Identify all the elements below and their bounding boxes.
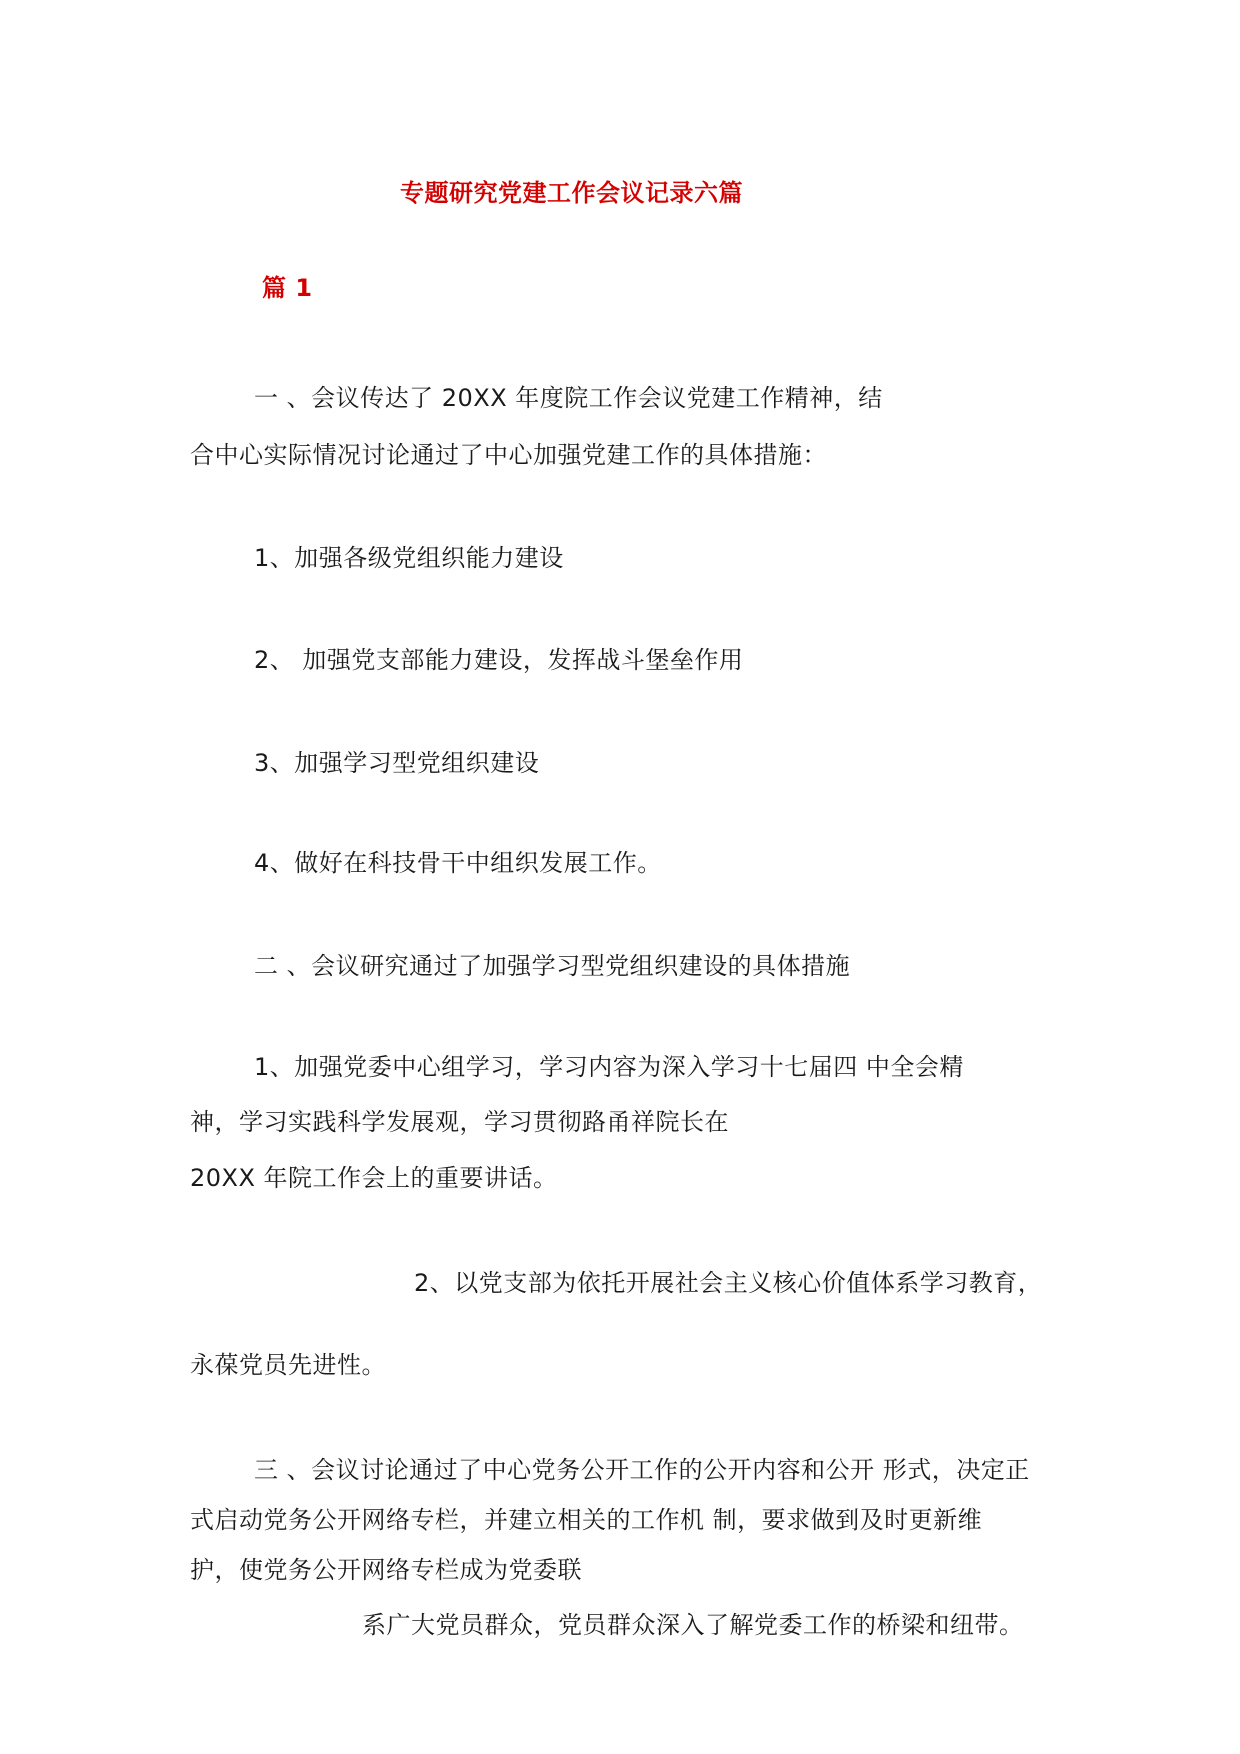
- paragraph-line: 一 、会议传达了 20XX 年度院工作会议党建工作精神，结: [254, 384, 883, 412]
- list-item: 2、 加强党支部能力建设，发挥战斗堡垒作用: [254, 646, 744, 674]
- list-item: 4、做好在科技骨干中组织发展工作。: [254, 849, 662, 877]
- document-title: 专题研究党建工作会议记录六篇: [400, 179, 743, 207]
- paragraph-line: 式启动党务公开网络专栏，并建立相关的工作机 制，要求做到及时更新维: [190, 1506, 983, 1534]
- list-item: 1、加强各级党组织能力建设: [254, 544, 564, 572]
- paragraph-line: 三 、会议讨论通过了中心党务公开工作的公开内容和公开 形式，决定正: [254, 1456, 1030, 1484]
- paragraph-line: 20XX 年院工作会上的重要讲话。: [190, 1164, 558, 1192]
- paragraph-line: 系广大党员群众，党员群众深入了解党委工作的桥梁和纽带。: [362, 1611, 1024, 1639]
- paragraph-line: 二 、会议研究通过了加强学习型党组织建设的具体措施: [254, 952, 851, 980]
- paragraph-line: 2、以党支部为依托开展社会主义核心价值体系学习教育，: [414, 1269, 1043, 1297]
- paragraph-line: 神，学习实践科学发展观，学习贯彻路甬祥院长在: [190, 1108, 729, 1136]
- paragraph-line: 护，使党务公开网络专栏成为党委联: [190, 1556, 582, 1584]
- paragraph-line: 合中心实际情况讨论通过了中心加强党建工作的具体措施：: [190, 441, 827, 469]
- list-item: 3、加强学习型党组织建设: [254, 749, 540, 777]
- paragraph-line: 永葆党员先进性。: [190, 1351, 386, 1379]
- section-heading: 篇 1: [262, 274, 313, 302]
- paragraph-line: 1、加强党委中心组学习，学习内容为深入学习十七届四 中全会精: [254, 1053, 964, 1081]
